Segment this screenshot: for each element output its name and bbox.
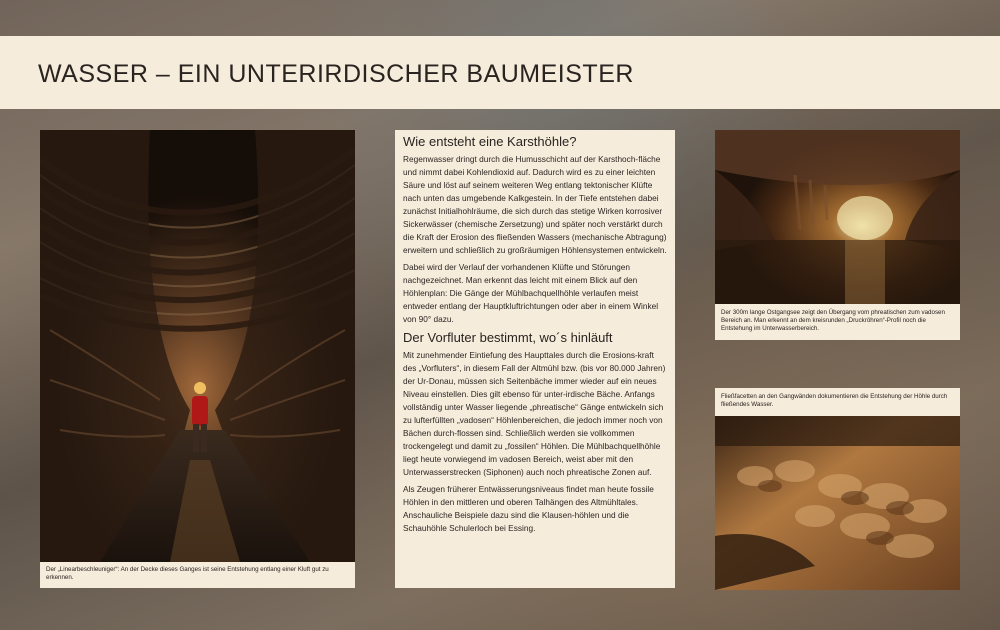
article-panel xyxy=(395,130,675,588)
article-paragraph-4: Als Zeugen früherer Entwässerungsniveaus findet man heute fossile Höhlen in den mittleren und oberen Talhängen des Altmühltales. Anschauliche Beispiele dazu sind die Klausen-höhlen und die Schauhöhle Schulerloch bei Essing. xyxy=(403,484,654,533)
article-paragraph-1: Regenwasser dringt durch die Humusschicht auf der Karsthoch-fläche und nimmt dabei Kohlendioxid auf. Dadurch wird es zu einer leichten Säure und löst auf seinem weiteren Weg entlang tektonischer Klüfte nach unten das umgebende Kalkgestein. In der Tiefe entstehen dabei zunächst Initialhohlräume, die sich durch das stetige Wirken korrosiver Sickerwässer (chemische Zersetzung) und später noch verstärkt durch die Kraft der Erosion des fließenden Wassers (mechanische Abtragung) erweitern und schließlich zu großräumigen Höhlensystemen entwickeln. xyxy=(403,154,667,255)
cave-passage-caption: Der „Linearbeschleuniger“: An der Decke dieses Ganges ist seine Entstehung entlang einer Kluft gut zu erkennen. xyxy=(40,562,355,588)
article-heading-vorfluter: Der Vorfluter bestimmt, wo´s hinläuft xyxy=(403,330,613,345)
article-paragraph-3: Mit zunehmender Eintiefung des Haupttales durch die Erosions-kraft des „Vorfluters“, in diesem Fall der Altmühl bzw. (bis vor 80.000 Jahren) der Ur-Donau, müssen sich Seitenbäche immer wieder auf ein neues Niveau einstellen. Dies gilt ebenso für unter-irdische Bäche. Anfangs vollständig unter Wasser liegende „phreatische“ Gänge entwickeln sich zu lufterfüllten „vadosen“ Höhlenbereichen, die jedoch immer noch von Bächen durch-flossen sind. Schließlich werden sie vollkommen trockengelegt und damit zu „fossilen“ Höhlen. Die Mühlbachquellhöhle liegt heute vorwiegend im vadosen Bereich, weist aber mit den Unterwasserstrecken (Siphonen) auch noch phreatische Zonen auf. xyxy=(403,350,666,477)
fliessfacetten-photo xyxy=(715,416,960,590)
fliessfacetten-illustration xyxy=(715,416,960,590)
article-heading-karst: Wie entsteht eine Karsthöhle? xyxy=(403,134,577,149)
cave-passage-photo xyxy=(40,130,355,562)
ostgangsee-photo xyxy=(715,130,960,304)
title-band xyxy=(0,36,1000,109)
fliessfacetten-caption: Fließfacetten an den Gangwänden dokumentieren die Entstehung der Höhle durch fließendes Wasser. xyxy=(715,388,960,416)
page-title: WASSER – EIN UNTERIRDISCHER BAUMEISTER xyxy=(38,60,634,88)
article-paragraph-2: Dabei wird der Verlauf der vorhandenen Klüfte und Störungen nachgezeichnet. Man erkennt das leicht mit einem Blick auf den Höhlenplan: Die Gänge der Mühlbachquellhöhle verlaufen meist entweder entlang der Hauptkluftrichtungen oder aber in einem Winkel von 90° dazu. xyxy=(403,262,659,324)
ostgangsee-illustration xyxy=(715,130,960,304)
ostgangsee-caption: Der 300m lange Ostgangsee zeigt den Übergang vom phreatischen zum vadosen Bereich an. Man erkennt an dem kreisrunden „Druckröhren“-Profil noch die Entstehung im Unterwasserbereich. xyxy=(715,304,960,340)
cave-passage-illustration xyxy=(40,130,355,562)
